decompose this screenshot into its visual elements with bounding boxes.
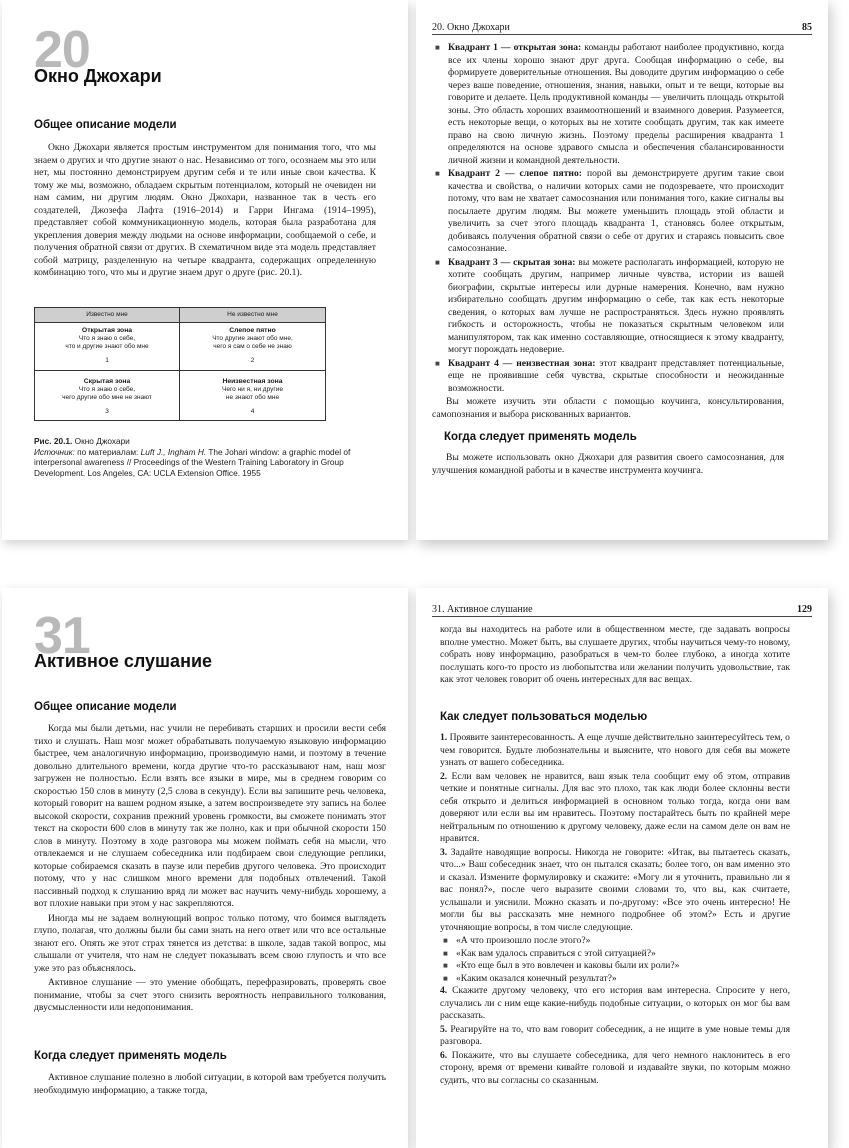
bullet-term: Квадрант 4 — неизвестная зона: [448,357,596,369]
step-text: Задайте наводящие вопросы. Никогда не говорите: «Итак, вы пытаетесь сказать, что...» Ваш собеседник знает, что он пытался сказать; более того, он вам именно это и сказал. Измените формулировку и скажите: «Могу ли я уточнить, правильно ли я вас понял?», после чего выразите своими словами то, что вы, как считаете, услышали и уяснили. Можно сказать и по-другому: «Все это очень интересно! Не могли бы вы рассказать мне немного подробнее об этом?» Есть и другие уточняющие вопросы, в том числе следующие. [440,846,790,933]
page-left-johari [2,0,408,540]
quadrant-title: Слепое пятно [229,327,276,334]
quadrant-unknown [180,378,325,416]
paragraph: Вы можете использовать окно Джохари для развития своего самосознания, для улучшения командной работы и в качестве инструмента коучинга. [432,452,784,476]
steps-list [440,732,790,934]
bullet-icon: ■ [443,961,448,970]
list-item [440,1024,790,1049]
section-heading: Общее описание модели [34,119,177,131]
list-item [440,985,790,1023]
list-item [432,358,784,396]
bullet-icon: ■ [443,936,448,945]
paragraph: Иногда мы не задаем волнующий вопрос только потому, что боимся выглядеть глупо, полагая, что должны были бы сами знать на него ответ или что все остальные знают его. Опять же этот страх тянется из детства: в школе, задав такой вопрос, мы слышали от учителя, что нам не следует показывать всем свою глупость и что все уже это раз объяснялось. [34,912,386,974]
running-header [432,604,812,617]
section-heading: Когда следует применять модель [34,1050,227,1062]
quadrant-number: 4 [250,408,255,415]
step-text: Реагируйте на то, что вам говорит собеседник, а не ищите в уме новые темы для разговора. [440,1023,790,1047]
column-header-unknown: Не известно мне [180,308,325,323]
list-item [440,732,790,770]
spread-johari [0,0,849,540]
list-item [432,168,784,256]
section-heading: Как следует пользоваться моделью [440,711,648,723]
questions-list [440,935,790,985]
paragraph: Когда мы были детьми, нас учили не перебивать старших и просили вести себя тихо и слушать. Наш мозг может обрабатывать получаемую языковую информацию быстрее, чем аналогичную информацию, производимую нами, и поэтому в течение довольно длительного времени, когда другие что-то рассказывают нам, наш мозг загружен не полностью. Если взять все языки в мире, мы в среднем говорим со скоростью 150 слов в минуту (2,5 слова в секунду). Если вы запишите речь человека, который говорит на вашем родном языке, а затем воспроизведете эту запись на более высокой скорости, сохранив прежний уровень громкости, вы сможете понимать этот текст на скорости 600 слов в минуту так же полно, как и при обычной скорости 150 слов в минуту. Поэтому в ходе разговора мы можем поймать себя на мысли, что отвлекаемся и не слушаем собеседника или подбираем свои следующие реплики, которые собираемся сказать в паузе или перебив другого человека. Это происходит потому, что у нас слишком много времени для подобных отвлечений. Такой пассивный подход к слушанию вряд ли может вас научить чему-нибудь хорошему, а вот плохие навыки при этом у нас закрепляются. [34,723,386,909]
bullet-text: этот квадрант представляет потенциальные, еще не проявившие себя чувства, скрытые способности и неожиданные возможности. [448,357,784,394]
quadrant-list [432,42,784,395]
quadrant-text: Что я знаю о себе, [78,335,136,342]
list-item [432,257,784,357]
question-text: «Кто еще был в это вовлечен и каковы были их роли?» [456,960,680,971]
question-text: «Каким оказался конечный результат?» [456,972,617,984]
grid-divider-horizontal [35,370,325,371]
caption-reference: The Johari window: a graphic model of interpersonal awareness // Proceedings of the Western Training Laboratory in Group Development. Los Angeles, CA: UCLA Extension Office. 1955 [34,446,351,478]
section-heading: Когда следует применять модель [444,431,637,443]
bullet-text: порой вы демонстрируете другим такие свои качества и свойства, о наличии которых сами не подозреваете, что происходит потому, что вам не хватает самосознания или понимания того, какие сигналы вы посылаете другим людям. Вы можете уменьшить площадь этой области и увеличить за счет этого площадь квадранта 1, становясь более открытым, добиваясь получения обратной связи о себе от других и стараясь повысить свое самосознание. [448,168,784,254]
bullet-icon: ■ [443,948,448,958]
bullet-icon: ■ [443,973,448,983]
caption-label: Рис. 20.1. [34,436,73,446]
running-title: 31. Активное слушание [432,604,533,615]
page-right-active-listening [416,588,828,1148]
list-item [440,973,790,986]
bullet-icon: ■ [435,43,440,52]
step-number: 2. [440,770,448,782]
body-text [34,723,386,1017]
chapter-title: Окно Джохари [34,66,162,86]
page-right-johari [416,0,828,540]
paragraph: Окно Джохари является простым инструментом для понимания того, что мы знаем о других и что другие знают о нас. Независимо от того, осознаем мы это или нет, мы постоянно демонстрируем другим себя и те или иные свои качества. К тому же мы, возможно, обладаем скрытым потенциалом, который не очевиден ни нам самим, ни другим людям. Окно Джохари, названное так в честь его создателей, Джозефа Лафта (1916–2014) и Гарри Ингама (1914–1995), представляет собой коммуникационную модель, которая была разработана для укрепления доверия между людьми на основе информации, сообщаемой о себе, и получения обратной связи от других. В схематичном виде эта модель представляет собой матрицу, разделенную на четыре квадранта, содержащих определенную комбинацию того, что мы и другие знаем друг о друге (рис. 20.1). [34,142,376,278]
bullet-icon: ■ [435,257,440,267]
quadrant-text: Чего ни я, ни другие [222,386,283,393]
figure-caption [34,436,364,478]
caption-source-lead: по материалам: [77,446,139,457]
page-number: 85 [802,22,812,33]
paragraph: когда вы находитесь на работе или в общественном месте, где задавать вопросы вполне уместно. Может быть, вы слушаете других, чтобы научиться чему-то новому, собрать нову информацию, разобраться в чем-то более глубоко, а иногда хотите послушать кого-то просто из любопытства или желании получить удовольствие, так как этот человек говорит об очень интересных для вас вещах. [440,624,790,685]
step-text: Проявите заинтересованность. А еще лучше действительно заинтересуйтесь тем, о чем говорится. Будьте любознательны и выясните, что нового для себя вы можете узнать от вашего собеседника. [440,732,790,768]
list-item [440,1050,790,1088]
bullet-icon: ■ [435,358,440,368]
question-text: «Как вам удалось справиться с этой ситуацией?» [456,947,656,959]
quadrant-text: чего я сам о себе не знаю [213,343,292,350]
list-item [440,935,790,948]
list-item [440,771,790,846]
running-header [432,22,812,35]
body-text [432,452,784,479]
quadrant-text: Что я знаю о себе, [78,386,136,393]
caption-source-label: Источник: [34,446,75,457]
running-title: 20. Окно Джохари [432,22,510,33]
bullet-term: Квадрант 2 — слепое пятно: [448,168,582,179]
step-number: 5. [440,1023,448,1035]
step-text: Если вам человек не нравится, ваш язык тела сообщит ему об этом, отправив четкие и понятные сигналы. Для вас это плохо, так как люди более склонны вести себя открыто и делиться информацией в основном только тогда, когда они вам доверяют или если вы им нравитесь. Поэтому постарайтесь быть по крайней мере нейтральным по отношению к другому человеку, даже если на самом деле он вам не нравится. [440,770,791,844]
spread-active-listening [0,588,849,1148]
body-text [432,42,784,423]
paragraph: Вы можете изучить эти области с помощью коучинга, консультирования, самопознания и выбора рискованных вариантов. [432,396,784,420]
bullet-term: Квадрант 3 — скрытая зона: [448,256,576,268]
johari-window-figure [34,307,326,421]
chapter-number: 31 [34,607,90,665]
quadrant-hidden [35,378,179,416]
quadrant-text: Что другие знают обо мне, [212,335,293,342]
quadrant-title: Скрытая зона [83,378,131,385]
body-text [34,142,376,282]
page-number: 129 [797,604,812,615]
quadrant-blind [180,327,325,365]
quadrant-number: 2 [250,357,255,364]
column-header-known: Известно мне [35,308,179,323]
bullet-text: вы можете располагать информацией, которую не хотите сообщать другим, например личные чувства, истории из вашей биографии, скрытые интересы или дурные намерения. Конечно, вам нужно избирательно сообщать другим информацию о себе, так как есть некоторые сведения, о которых вам лучше не распространяться. Здесь нужно проявлять гибкость и осторожность, чтобы не показаться скрытным человеком или манипулятором, так как именно составляющие, относящиеся к этому квадранту, могут порождать недоверие. [448,256,784,355]
body-text [440,624,790,689]
bullet-term: Квадрант 1 — открытая зона: [448,42,582,53]
caption-title: Окно Джохари [74,436,130,446]
body-text [34,1072,386,1099]
quadrant-open [35,327,179,365]
body-text [440,732,790,1088]
question-text: «А что произошло после этого?» [456,935,591,946]
quadrant-text: чего другие обо мне не знают [62,394,152,401]
step-number: 4. [440,985,448,996]
bullet-icon: ■ [435,169,440,178]
page-left-active-listening [2,588,408,1148]
list-item [440,948,790,961]
step-text: Скажите другому человеку, что его история вам интересна. Спросите у него, случались ли с ним еще какие-нибудь подобные ситуации, о которых он мог бы вам рассказать. [440,985,790,1021]
chapter-number: 20 [34,21,90,79]
quadrant-title: Неизвестная зона [222,378,283,385]
quadrant-title: Открытая зона [81,327,133,334]
step-text: Покажите, что вы слушаете собеседника, для чего немного наклонитесь в его сторону, время от времени кивайте головой и издавайте звуки, по которым можно судить, что вы согласны со сказанным. [440,1049,790,1086]
step-number: 3. [440,846,448,858]
quadrant-number: 3 [105,408,109,415]
chapter-title: Активное слушание [34,651,213,671]
quadrant-number: 1 [105,357,109,364]
step-number: 1. [440,732,448,743]
paragraph: Активное слушание — это умение обобщать, перефразировать, проверять свое понимание, чтобы за счет этого снизить вероятность неправильного толкования, двусмысленности или недопонимания. [34,977,386,1013]
section-heading: Общее описание модели [34,701,177,713]
bullet-text: команды работают наиболее продуктивно, когда все их члены хорошо знают друг друга. Сообщая информацию о себе, вы формируете доверительные отношения. Вы доводите другим информацию о себе через ваше поведение, отношения, знания, навыки, опыт и те вещи, которые вы говорите и делаете. Цель продуктивной команды — увеличить площадь открытой зоны. Это область хороших взаимоотношений и взаимного доверия. Разумеется, есть некоторые вещи, о которых вы не хотите сообщать другим, так как имеете право на свою личную жизнь. Поэтому пределы расширения квадранта 1 определяются на основе здравого смысла и обеспечения сбалансированности личной жизни и командной деятельности. [448,42,785,166]
list-item [440,960,790,973]
paragraph: Активное слушание полезно в любой ситуации, в которой вам требуется получить необходимую информацию, а также тогда, [34,1072,386,1096]
list-item [440,847,790,935]
steps-list-continued [440,985,790,1087]
step-number: 6. [440,1049,448,1061]
quadrant-text: что и другие знают обо мне [65,343,149,350]
quadrant-text: не знают обо мне [225,394,280,401]
caption-authors: Luft J., Ingham H. [140,446,207,457]
list-item [432,42,784,167]
